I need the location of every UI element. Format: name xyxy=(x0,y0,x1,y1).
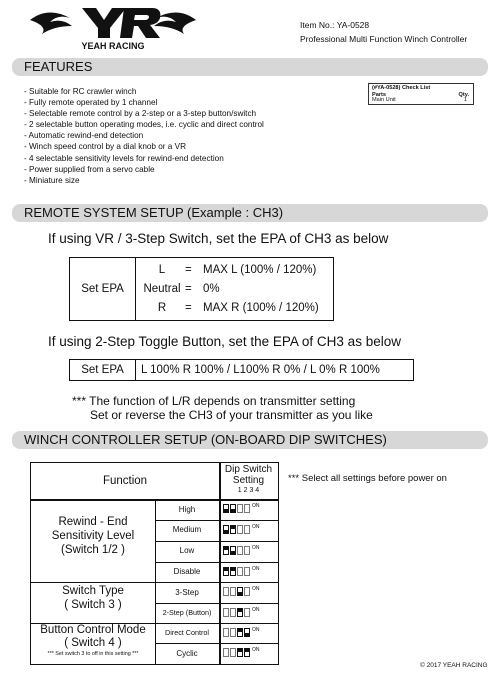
dip-switch-4 xyxy=(244,567,250,576)
dip-switch-2 xyxy=(230,587,236,596)
dip-switch-3 xyxy=(237,546,243,555)
dip-switch-3 xyxy=(237,628,243,637)
logo-wordmark: YEAH RACING xyxy=(81,41,145,51)
dip-switch-4 xyxy=(244,504,250,513)
feature-item: - 4 selectable sensitivity levels for rewind-end detection xyxy=(24,153,224,163)
dip-switch-row xyxy=(223,566,259,579)
dip-switch-knob xyxy=(245,633,249,636)
epa-equals: = xyxy=(185,264,192,276)
dip-on-label: ON xyxy=(252,566,260,572)
dip-switch-knob xyxy=(224,509,228,512)
dip-switch-2 xyxy=(230,608,236,617)
option-medium: Medium xyxy=(172,525,202,534)
feature-item: - Selectable remote control by a 2-step or a 3-step button/switch xyxy=(24,109,257,119)
dip-switch-2 xyxy=(230,504,236,513)
product-name: Professional Multi Function Winch Controller xyxy=(300,34,468,44)
dip-switch-1 xyxy=(223,504,229,513)
dip-switch-1 xyxy=(223,525,229,534)
dip-switch-4 xyxy=(244,546,250,555)
dip-switch-2 xyxy=(230,648,236,657)
dip-switch-1 xyxy=(223,546,229,555)
dip-switch-4 xyxy=(244,628,250,637)
feature-item: - Winch speed control by a dial knob or a VR xyxy=(24,142,187,152)
switch3-note: *** Set switch 3 to off in this setting *** xyxy=(47,651,139,657)
option-cyclic: Cyclic xyxy=(176,649,198,658)
dip-switch-3 xyxy=(237,567,243,576)
dip-switch-1 xyxy=(223,608,229,617)
option-high: High xyxy=(178,505,196,514)
dip-switch-4 xyxy=(244,587,250,596)
dip-switch-2 xyxy=(230,628,236,637)
option-2-step: 2-Step (Button) xyxy=(162,608,212,617)
dip-switch-row xyxy=(223,545,259,558)
dip-switch-header xyxy=(219,465,278,497)
dip-switch-knob xyxy=(231,526,235,529)
dip-header-line1: Dip Switch xyxy=(224,464,273,475)
dip-switch-2 xyxy=(230,567,236,576)
feature-item: - Fully remote operated by 1 channel xyxy=(24,98,158,108)
dip-switch-knob xyxy=(238,649,242,652)
feature-item: - Automatic rewind-end detection xyxy=(24,131,144,141)
feature-item: - Miniature size xyxy=(24,175,80,185)
dip-on-label: ON xyxy=(252,503,260,509)
check-list-box xyxy=(368,83,474,105)
group-label-line: ( Switch 3 ) xyxy=(64,599,122,611)
check-list-part: Main Unit xyxy=(372,97,396,103)
dip-switch-knob xyxy=(231,551,235,554)
dip-switch-knob xyxy=(224,568,228,571)
epa-value: 0% xyxy=(203,283,220,295)
set-epa-label: Set EPA xyxy=(70,258,136,320)
dip-switch-row xyxy=(223,524,259,537)
copyright: © 2017 YEAH RACING xyxy=(420,662,488,669)
dip-on-label: ON xyxy=(252,627,260,633)
remote-setup-heading: REMOTE SYSTEM SETUP (Example : CH3) xyxy=(12,204,488,222)
dip-switch-1 xyxy=(223,648,229,657)
check-list-qty: 1 xyxy=(463,97,467,103)
dip-switch-1 xyxy=(223,567,229,576)
dip-switch-4 xyxy=(244,525,250,534)
feature-item: - Power supplied from a servo cable xyxy=(24,164,155,174)
group-label-line: (Switch 1/2 ) xyxy=(61,544,125,556)
dip-switch-row xyxy=(223,503,259,516)
item-number: Item No.: YA-0528 xyxy=(300,20,370,30)
switch-type-group-label xyxy=(31,584,155,612)
dip-switch-2 xyxy=(230,525,236,534)
dip-switch-row xyxy=(223,647,259,660)
dip-switch-3 xyxy=(237,608,243,617)
dip-switch-knob xyxy=(245,649,249,652)
dip-on-label: ON xyxy=(252,524,260,530)
check-list-qty-header: Qty. xyxy=(458,91,469,98)
yeah-racing-logo xyxy=(28,4,198,52)
features-heading: FEATURES xyxy=(12,58,488,76)
dip-switch-1 xyxy=(223,628,229,637)
epa-equals: = xyxy=(185,302,192,314)
group-label-line: Rewind - End xyxy=(58,516,128,528)
features-list xyxy=(24,86,264,186)
toggle-instruction: If using 2-Step Toggle Button, set the EPA of CH3 as below xyxy=(48,334,401,349)
button-mode-group-label xyxy=(31,624,155,658)
vr-instruction: If using VR / 3-Step Switch, set the EPA of CH3 as below xyxy=(48,231,389,246)
dip-switch-row xyxy=(223,607,259,620)
dip-switch-row xyxy=(223,586,259,599)
dip-switch-3 xyxy=(237,504,243,513)
check-list-parts-header: Parts xyxy=(372,91,386,98)
option-disable: Disable xyxy=(173,567,201,576)
dip-switch-4 xyxy=(244,608,250,617)
settings-note: *** Select all settings before power on xyxy=(288,473,447,484)
dip-switch-table xyxy=(30,462,279,665)
dip-switch-row xyxy=(223,627,259,640)
epa-value: MAX L (100% / 120%) xyxy=(203,264,317,276)
dip-switch-2 xyxy=(230,546,236,555)
function-header: Function xyxy=(102,475,148,487)
dip-on-label: ON xyxy=(252,545,260,551)
group-label-line: ( Switch 4 ) xyxy=(64,637,122,649)
dip-switch-knob xyxy=(231,509,235,512)
option-direct-control: Direct Control xyxy=(165,628,209,637)
dip-switch-knob xyxy=(231,568,235,571)
group-label-line: Sensitivity Level xyxy=(51,530,135,542)
epa-table-2step xyxy=(69,359,414,381)
group-label-line: Switch Type xyxy=(62,585,124,597)
dip-switch-knob xyxy=(238,592,242,595)
dip-switch-knob xyxy=(224,547,228,550)
epa-key: L xyxy=(158,264,166,276)
transmitter-note: *** The function of L/R depends on transmitter setting xyxy=(72,394,356,408)
sensitivity-group-label xyxy=(31,515,155,557)
dip-switch-3 xyxy=(237,648,243,657)
dip-on-label: ON xyxy=(252,607,260,613)
group-label-line: Button Control Mode xyxy=(40,624,146,636)
dip-switch-4 xyxy=(244,648,250,657)
check-list-title: (#YA-0528) Check List xyxy=(372,85,431,91)
dip-switch-3 xyxy=(237,525,243,534)
dip-on-label: ON xyxy=(252,647,260,653)
dip-switch-1 xyxy=(223,587,229,596)
dip-switch-3 xyxy=(237,587,243,596)
epa-table-3step xyxy=(69,257,334,321)
dip-switch-knob xyxy=(238,609,242,612)
dip-on-label: ON xyxy=(252,586,260,592)
option-low: Low xyxy=(179,546,195,555)
dip-switch-knob xyxy=(238,629,242,632)
epa-key: R xyxy=(157,302,167,314)
switch-numbers: 1 2 3 4 xyxy=(237,487,260,494)
dip-header-line2: Setting xyxy=(232,474,265,486)
feature-item: - 2 selectable button operating modes, i.e. cyclic and direct control xyxy=(24,120,264,130)
toggle-epa-value: L 100% R 100% / L100% R 0% / L 0% R 100% xyxy=(141,364,380,376)
epa-value: MAX R (100% / 120%) xyxy=(203,302,319,314)
winch-setup-heading: WINCH CONTROLLER SETUP (ON-BOARD DIP SWITCHES) xyxy=(12,431,488,449)
transmitter-note-2: Set or reverse the CH3 of your transmitter as you like xyxy=(90,408,373,422)
option-3-step: 3-Step xyxy=(175,588,199,597)
epa-equals: = xyxy=(185,283,192,295)
set-epa-label: Set EPA xyxy=(70,360,136,380)
epa-key: Neutral xyxy=(143,283,181,295)
dip-switch-knob xyxy=(224,530,228,533)
feature-item: - Suitable for RC crawler winch xyxy=(24,87,137,96)
